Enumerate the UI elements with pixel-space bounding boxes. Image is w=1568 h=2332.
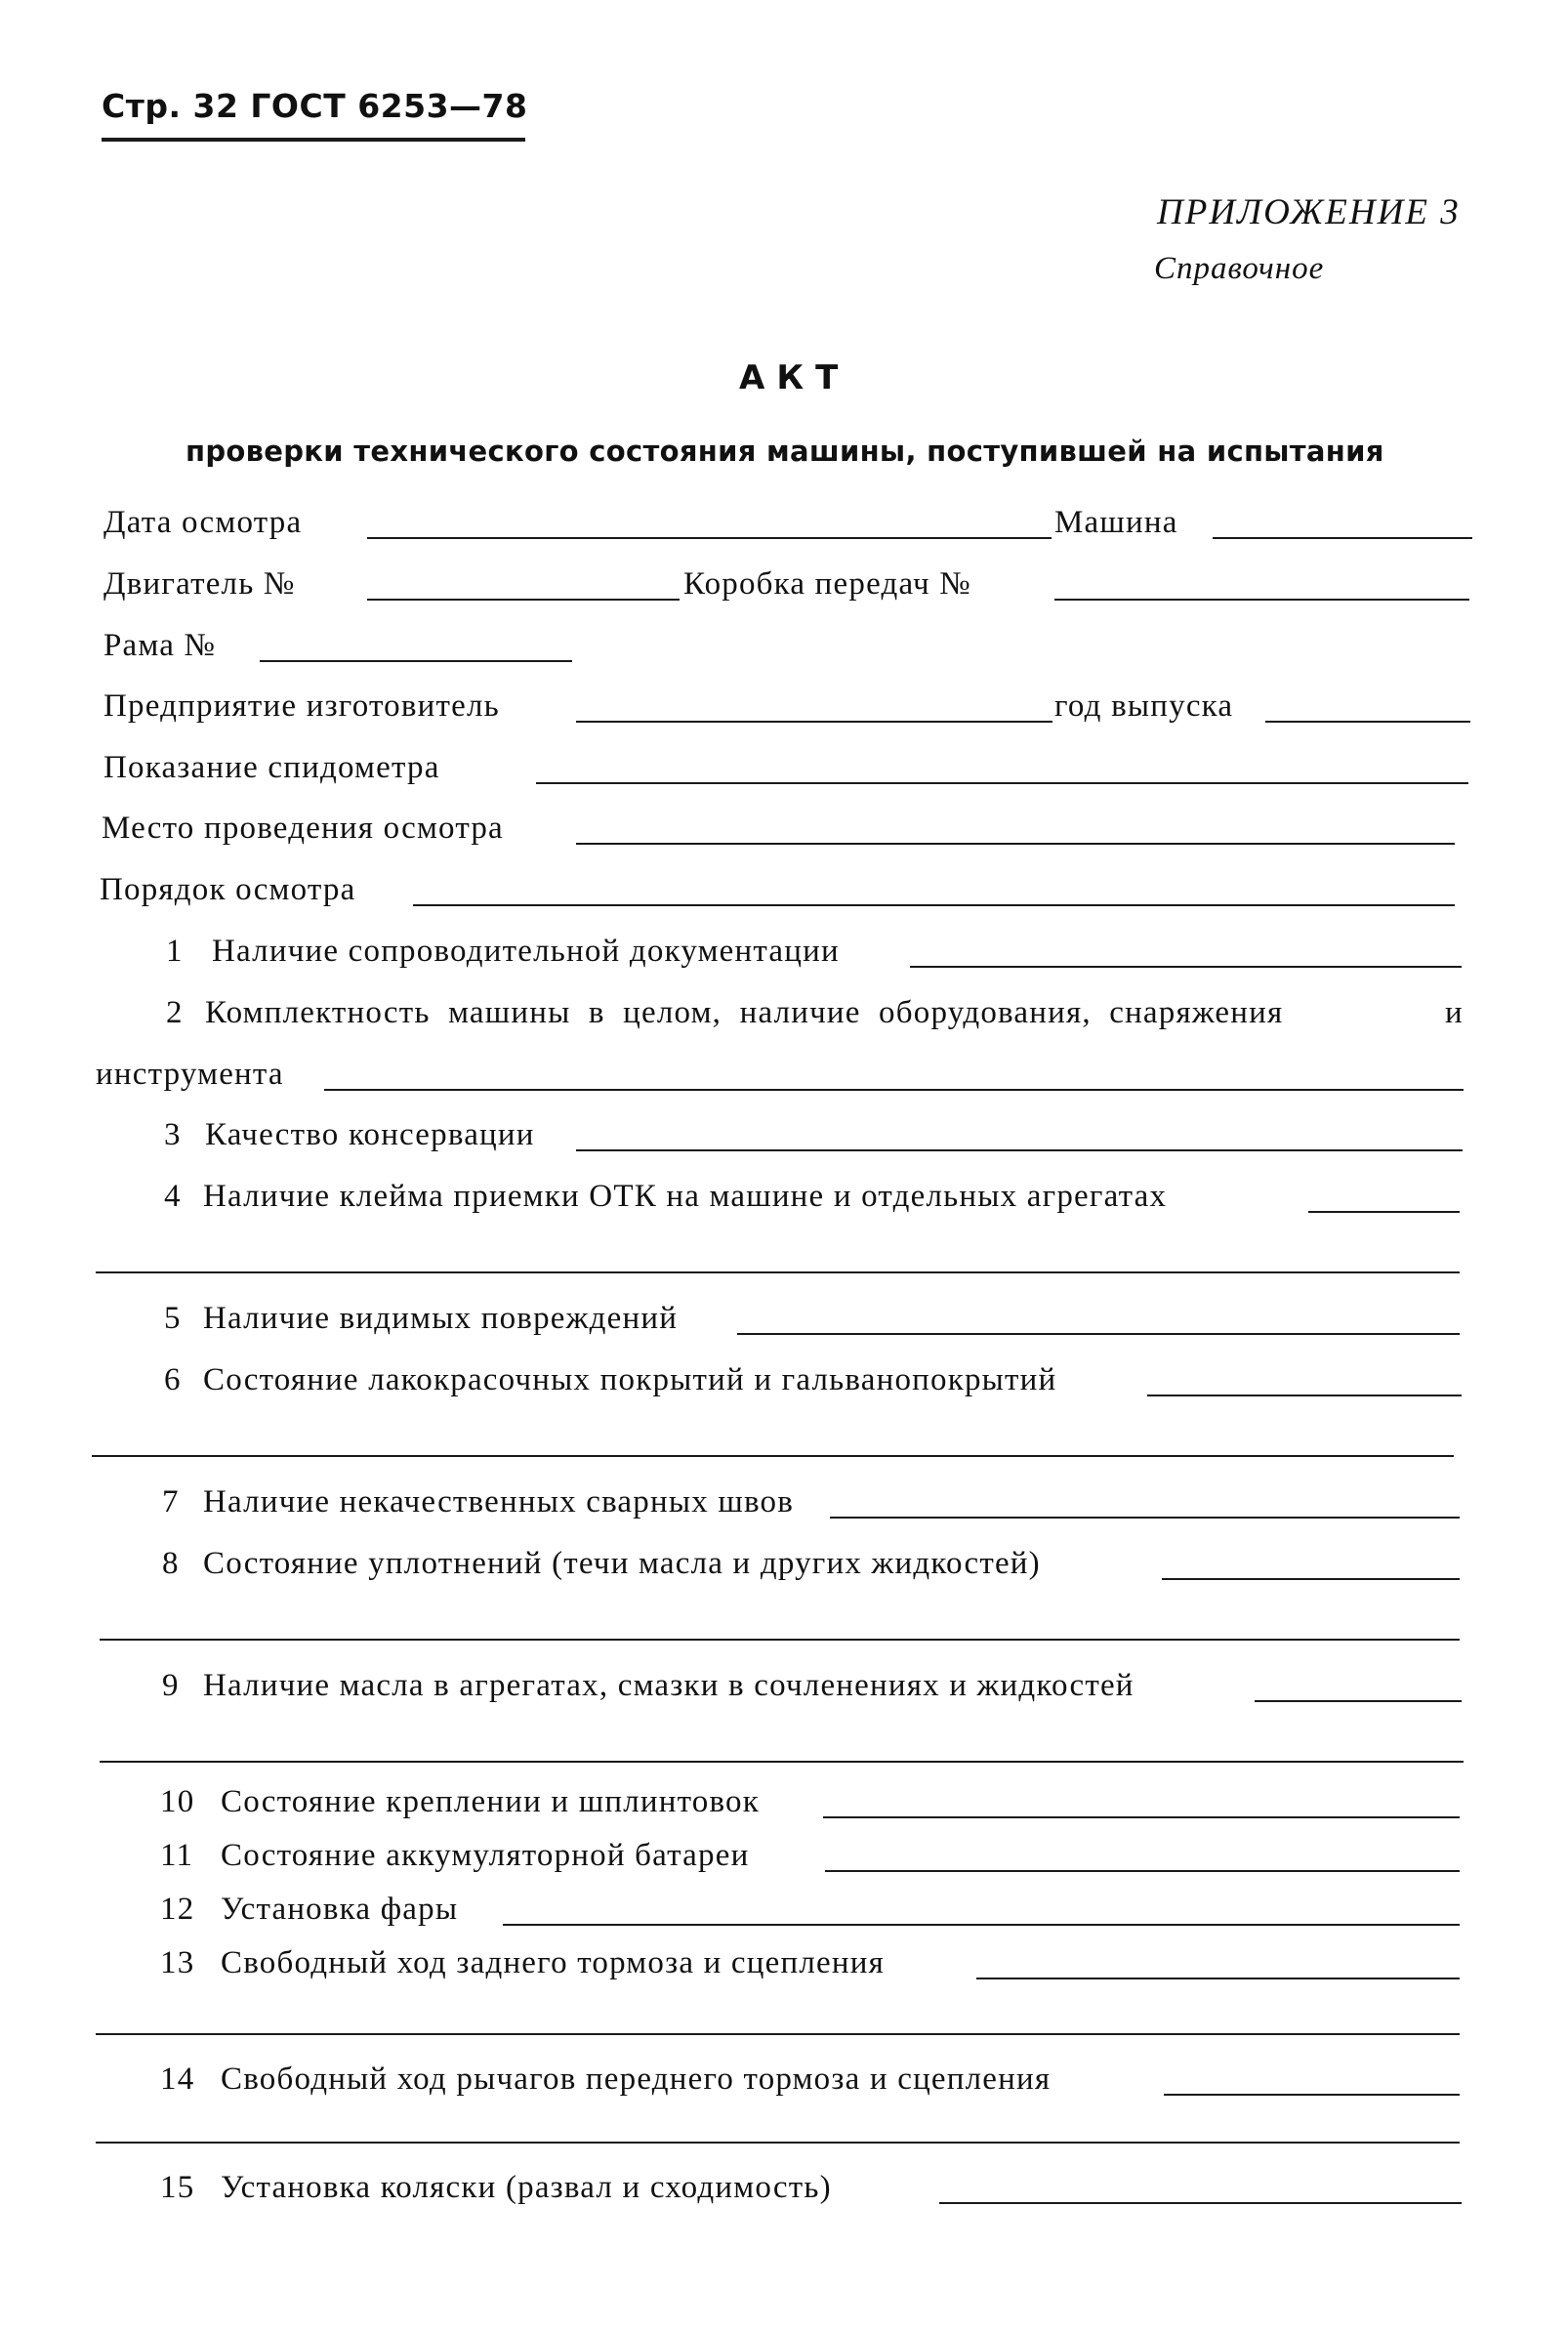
engine-no-label: Двигатель № <box>103 566 296 602</box>
appendix-title: ПРИЛОЖЕНИЕ 3 <box>1157 192 1461 232</box>
item-1-field[interactable] <box>910 966 1462 968</box>
item-7-text: Наличие некачественных сварных швов <box>203 1484 794 1520</box>
place-label: Место проведения осмотра <box>102 811 504 846</box>
place-field[interactable] <box>576 843 1455 845</box>
item-14-field[interactable] <box>1164 2094 1460 2096</box>
item-6-field[interactable] <box>1147 1395 1462 1396</box>
item-3-number: 3 <box>164 1117 182 1152</box>
item-4-number: 4 <box>164 1179 182 1214</box>
item-2-field[interactable] <box>324 1089 1464 1091</box>
page-reference: Стр. 32 ГОСТ 6253—78 <box>102 87 528 125</box>
engine-no-field[interactable] <box>367 599 680 601</box>
appendix-subtitle: Справочное <box>1154 251 1325 286</box>
procedure-field[interactable] <box>413 904 1455 906</box>
item-13-field[interactable] <box>976 1978 1460 1979</box>
item-15-field[interactable] <box>939 2202 1462 2204</box>
speedometer-field[interactable] <box>536 782 1468 784</box>
item-9-field-continued[interactable] <box>100 1761 1464 1763</box>
item-7-field[interactable] <box>830 1517 1460 1519</box>
item-11-text: Состояние аккумуляторной батареи <box>221 1838 750 1873</box>
item-3-field[interactable] <box>576 1149 1463 1151</box>
item-2-continuation: инструмента <box>96 1057 284 1092</box>
item-13-number: 13 <box>160 1945 195 1980</box>
item-8-text: Состояние уплотнений (течи масла и других жидкостей) <box>203 1546 1041 1581</box>
item-12-number: 12 <box>160 1892 195 1927</box>
item-10-number: 10 <box>160 1784 195 1819</box>
year-label: год выпуска <box>1054 688 1234 724</box>
frame-no-label: Рама № <box>103 628 217 663</box>
gearbox-no-label: Коробка передач № <box>683 566 971 602</box>
item-12-field[interactable] <box>503 1924 1460 1926</box>
item-10-text: Состояние креплении и шплинтовок <box>221 1784 760 1819</box>
frame-no-field[interactable] <box>260 660 572 662</box>
item-7-number: 7 <box>162 1484 180 1520</box>
item-4-field[interactable] <box>1308 1211 1460 1213</box>
item-14-text: Свободный ход рычагов переднего тормоза и сцепления <box>221 2061 1052 2097</box>
item-1-text: Наличие сопроводительной документации <box>212 934 840 969</box>
item-11-number: 11 <box>160 1838 194 1873</box>
item-8-field[interactable] <box>1162 1578 1460 1580</box>
document-title: АКТ <box>739 358 850 397</box>
item-5-field[interactable] <box>737 1333 1460 1335</box>
procedure-label: Порядок осмотра <box>100 872 356 907</box>
item-2-tail: и <box>1445 995 1464 1030</box>
item-6-text: Состояние лакокрасочных покрытий и гальванопокрытий <box>203 1362 1057 1397</box>
machine-field[interactable] <box>1213 537 1472 539</box>
manufacturer-field[interactable] <box>576 721 1052 723</box>
item-13-text: Свободный ход заднего тормоза и сцепления <box>221 1945 885 1980</box>
item-9-field[interactable] <box>1255 1700 1462 1702</box>
year-field[interactable] <box>1265 721 1470 723</box>
item-8-field-continued[interactable] <box>100 1639 1460 1641</box>
item-8-number: 8 <box>162 1546 180 1581</box>
item-13-field-continued[interactable] <box>96 2033 1460 2035</box>
document-subtitle: проверки технического состояния машины, поступившей на испытания <box>186 435 1384 468</box>
item-15-text: Установка коляски (развал и сходимость) <box>221 2170 832 2205</box>
item-14-number: 14 <box>160 2061 195 2097</box>
inspection-date-label: Дата осмотра <box>103 505 303 540</box>
item-11-field[interactable] <box>825 1870 1460 1872</box>
item-10-field[interactable] <box>823 1816 1460 1818</box>
item-5-number: 5 <box>164 1301 182 1336</box>
item-4-text: Наличие клейма приемки ОТК на машине и отдельных агрегатах <box>203 1179 1168 1214</box>
item-5-text: Наличие видимых повреждений <box>203 1301 679 1336</box>
item-9-text: Наличие масла в агрегатах, смазки в сочленениях и жидкостей <box>203 1668 1135 1703</box>
item-12-text: Установка фары <box>221 1892 459 1927</box>
item-4-field-continued[interactable] <box>96 1271 1460 1273</box>
gearbox-no-field[interactable] <box>1054 599 1469 601</box>
manufacturer-label: Предприятие изготовитель <box>103 688 500 724</box>
item-2-number: 2 <box>166 995 184 1030</box>
speedometer-label: Показание спидометра <box>103 750 440 785</box>
item-15-number: 15 <box>160 2170 195 2205</box>
header-rule <box>102 138 525 142</box>
item-6-number: 6 <box>164 1362 182 1397</box>
item-9-number: 9 <box>162 1668 180 1703</box>
item-1-number: 1 <box>166 934 184 969</box>
item-14-field-continued[interactable] <box>96 2142 1460 2144</box>
machine-label: Машина <box>1054 505 1178 540</box>
item-2-text: Комплектность машины в целом, наличие оборудования, снаряжения <box>205 995 1284 1030</box>
item-6-field-continued[interactable] <box>92 1455 1454 1457</box>
inspection-date-field[interactable] <box>367 537 1052 539</box>
item-3-text: Качество консервации <box>205 1117 535 1152</box>
